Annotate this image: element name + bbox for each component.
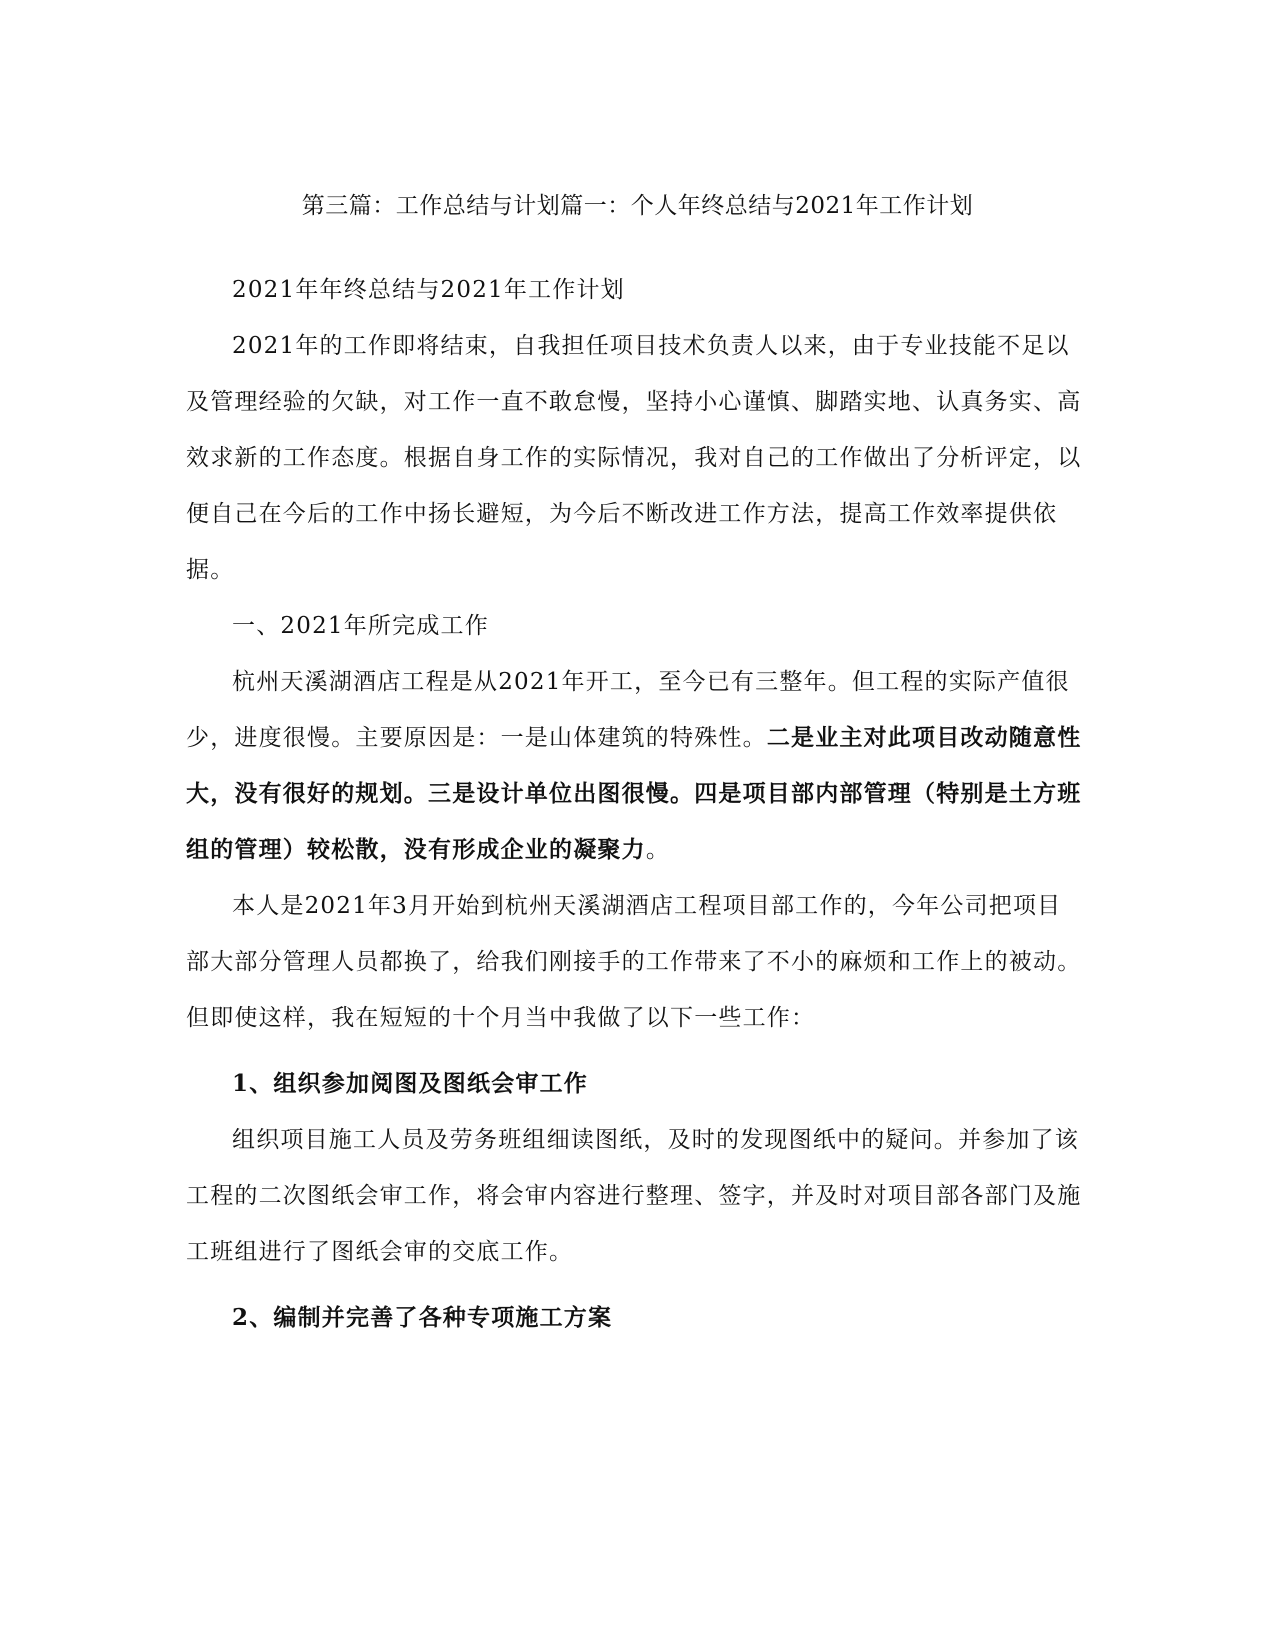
paragraph-bold-text: 二是业主对此项目改动随意性大，没有很好的规划。三是设计单位出图很慢。四是项目部内部管理（特别是土方班组的管理）较松散，没有形成企业的凝聚力 [186, 724, 1082, 863]
intro-paragraph: 2021年的工作即将结束，自我担任项目技术负责人以来，由于专业技能不足以及管理经验的欠缺，对工作一直不敢怠慢，坚持小心谨慎、脚踏实地、认真务实、高效求新的工作态度。根据自身工作的实际情况，我对自己的工作做出了分析评定，以便自己在今后的工作中扬长避短，为今后不断改进工作方法，提高工作效率提供依据。 [186, 333, 1082, 583]
section-heading-1: 一、2021年所完成工作 [232, 613, 489, 639]
section1-paragraph-2: 本人是2021年3月开始到杭州天溪湖酒店工程项目部工作的，今年公司把项目部大部分管理人员都换了，给我们刚接手的工作带来了不小的麻烦和工作上的被动。但即使这样，我在短短的十个月当中我做了以下一些工作： [186, 893, 1082, 1031]
document-title: 第三篇：工作总结与计划篇一：个人年终总结与2021年工作计划 [301, 193, 974, 219]
item-heading-1: 1、组织参加阅图及图纸会审工作 [232, 1070, 589, 1097]
subtitle: 2021年年终总结与2021年工作计划 [232, 277, 625, 303]
document-body [186, 262, 1082, 1346]
paragraph-normal-text: 杭州天溪湖酒店工程是从2021年开工，至今已有三整年。但工程的实际产值很少，进度很慢。主要原因是：一是山体建筑的特殊性。 [186, 669, 1070, 751]
item1-paragraph: 组织项目施工人员及劳务班组细读图纸，及时的发现图纸中的疑问。并参加了该工程的二次图纸会审工作，将会审内容进行整理、签字，并及时对项目部各部门及施工班组进行了图纸会审的交底工作。 [186, 1127, 1082, 1265]
item-heading-2: 2、编制并完善了各种专项施工方案 [232, 1304, 613, 1331]
paragraph-end-punctuation: 。 [645, 837, 671, 863]
section1-paragraph-1 [186, 654, 1082, 878]
